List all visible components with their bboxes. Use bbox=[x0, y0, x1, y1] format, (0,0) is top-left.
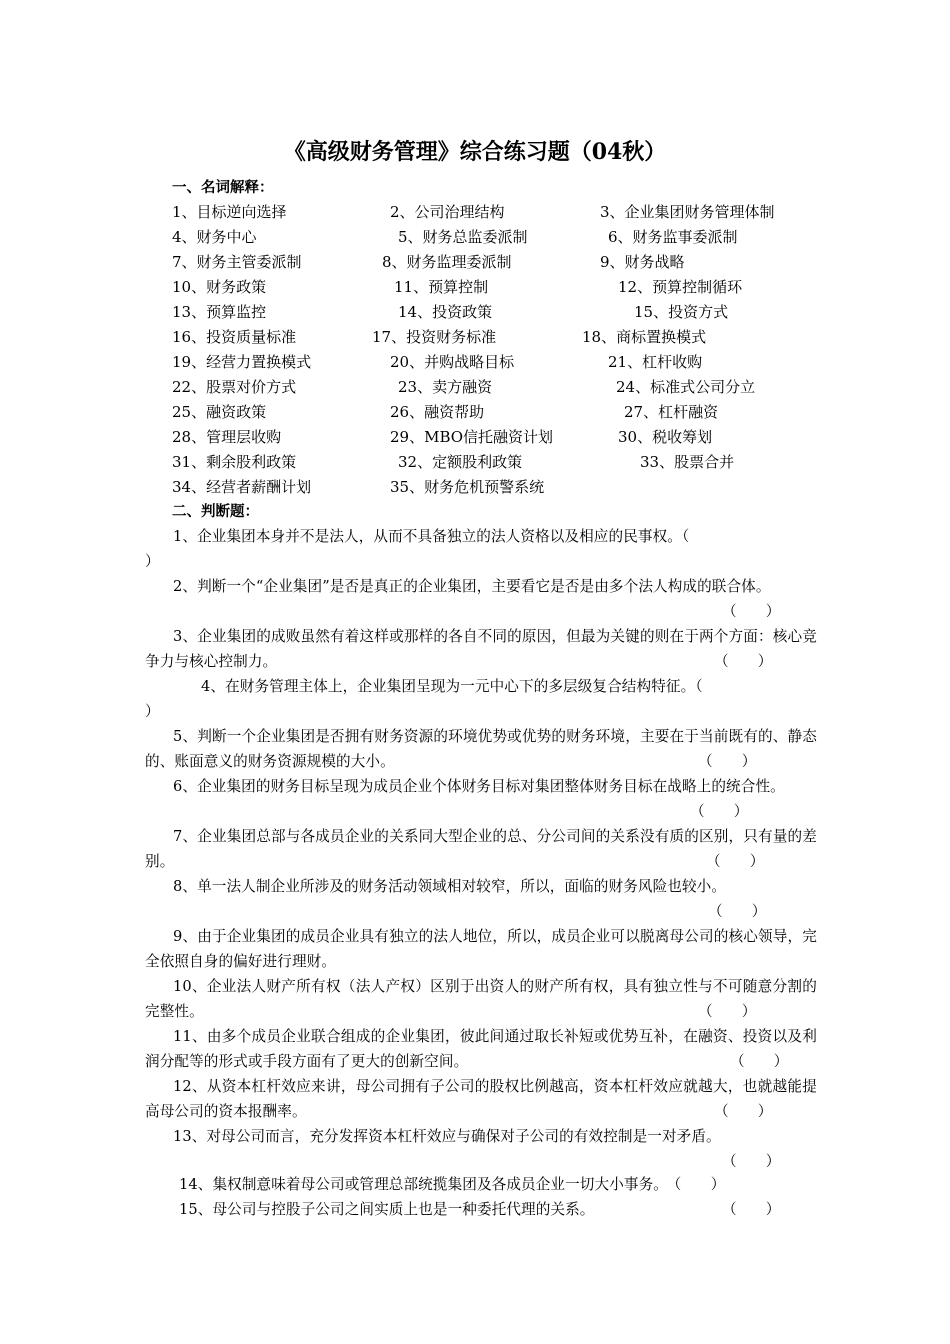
term-item: 7、财务主管委派制 bbox=[172, 253, 302, 271]
section-heading-judgment: 二、判断题： bbox=[172, 503, 259, 520]
answer-paren: （ ） bbox=[708, 903, 767, 920]
term-item: 30、税收筹划 bbox=[618, 428, 713, 446]
term-row bbox=[172, 250, 822, 275]
question-text: 7、企业集团总部与各成员企业的关系同大型企业的总、分公司间的关系没有质的区别，只有量的差别。 bbox=[145, 828, 817, 870]
term-item: 20、并购战略目标 bbox=[390, 353, 515, 371]
term-item: 8、财务监理委派制 bbox=[382, 253, 512, 271]
term-item: 21、杠杆收购 bbox=[608, 353, 703, 371]
term-item: 16、投资质量标准 bbox=[172, 328, 297, 346]
question-text: 10、企业法人财产所有权（法人产权）区别于出资人的财产所有权，具有独立性与不可随意分割的完整性。 bbox=[145, 978, 817, 1020]
question-text: 4、在财务管理主体上，企业集团呈现为一元中心下的多层级复合结构特征。（ bbox=[201, 678, 703, 695]
question-item bbox=[145, 1197, 817, 1222]
term-item: 22、股票对价方式 bbox=[172, 378, 297, 396]
question-text: 5、判断一个企业集团是否拥有财务资源的环境优势或优势的财务环境，主要在于当前既有的、静态的、账面意义的财务资源规模的大小。 bbox=[145, 728, 817, 770]
term-item: 11、预算控制 bbox=[394, 278, 489, 296]
question-item bbox=[145, 1172, 845, 1197]
term-item: 2、公司治理结构 bbox=[390, 203, 505, 221]
term-item: 15、投资方式 bbox=[634, 303, 729, 321]
document-title: 《高级财务管理》综合练习题（04秋） bbox=[283, 139, 667, 165]
term-item: 9、财务战略 bbox=[600, 253, 685, 271]
answer-paren: （ ） bbox=[690, 803, 749, 820]
question-item bbox=[145, 1124, 817, 1149]
answer-paren: （ ） bbox=[706, 853, 765, 870]
term-row bbox=[172, 350, 822, 375]
term-item: 34、经营者薪酬计划 bbox=[172, 478, 312, 496]
term-item: 33、股票合并 bbox=[640, 453, 735, 471]
question-text: 12、从资本杠杆效应来讲，母公司拥有子公司的股权比例越高，资本杠杆效应就越大，也就越能提高母公司的资本报酬率。 bbox=[145, 1078, 817, 1120]
question-text: 3、企业集团的成败虽然有着这样或那样的各自不同的原因，但最为关键的则在于两个方面：核心竞争力与核心控制力。 bbox=[145, 628, 817, 670]
term-row bbox=[172, 425, 822, 450]
term-item: 32、定额股利政策 bbox=[398, 453, 523, 471]
answer-paren: （ ） bbox=[722, 1201, 781, 1218]
term-item: 13、预算监控 bbox=[172, 303, 267, 321]
term-item: 29、MBO信托融资计划 bbox=[390, 428, 554, 446]
answer-paren: （ ） bbox=[673, 1176, 726, 1193]
term-item: 31、剩余股利政策 bbox=[172, 453, 297, 471]
question-item bbox=[145, 874, 817, 899]
question-text: 14、集权制意味着母公司或管理总部统揽集团及各成员企业一切大小事务。 bbox=[179, 1176, 668, 1193]
question-text: 9、由于企业集团的成员企业具有独立的法人地位，所以，成员企业可以脱离母公司的核心领导，完全依照自身的偏好进行理财。 bbox=[145, 928, 817, 970]
term-row bbox=[172, 200, 822, 225]
question-item bbox=[145, 674, 817, 724]
question-item bbox=[145, 524, 817, 574]
term-item: 12、预算控制循环 bbox=[618, 278, 743, 296]
term-item: 6、财务监事委派制 bbox=[608, 228, 738, 246]
answer-paren: ） bbox=[145, 703, 160, 720]
term-item: 23、卖方融资 bbox=[398, 378, 493, 396]
question-text: 1、企业集团本身并不是法人，从而不具备独立的法人资格以及相应的民事权。（ bbox=[173, 528, 690, 545]
question-item bbox=[145, 774, 817, 799]
answer-paren: （ ） bbox=[714, 1103, 773, 1120]
term-item: 5、财务总监委派制 bbox=[398, 228, 528, 246]
term-item: 17、投资财务标准 bbox=[372, 328, 497, 346]
term-row bbox=[172, 275, 822, 300]
term-row bbox=[172, 225, 822, 250]
term-row bbox=[172, 375, 822, 400]
term-item: 28、管理层收购 bbox=[172, 428, 282, 446]
question-text: 15、母公司与控股子公司之间实质上也是一种委托代理的关系。 bbox=[179, 1201, 595, 1218]
question-item bbox=[145, 1024, 817, 1074]
section-heading-terms: 一、名词解释： bbox=[172, 179, 274, 196]
answer-paren: ） bbox=[145, 553, 160, 570]
answer-paren: （ ） bbox=[698, 753, 757, 770]
term-row bbox=[172, 300, 822, 325]
term-row bbox=[172, 475, 822, 500]
question-item bbox=[145, 924, 817, 974]
term-item: 19、经营力置换模式 bbox=[172, 353, 312, 371]
term-item: 24、标准式公司分立 bbox=[616, 378, 756, 396]
term-item: 35、财务危机预警系统 bbox=[390, 478, 545, 496]
answer-paren: （ ） bbox=[722, 603, 781, 620]
term-item: 14、投资政策 bbox=[398, 303, 493, 321]
answer-paren: （ ） bbox=[698, 1003, 757, 1020]
question-text: 8、单一法人制企业所涉及的财务活动领域相对较窄，所以，面临的财务风险也较小。 bbox=[173, 878, 727, 895]
term-item: 18、商标置换模式 bbox=[582, 328, 707, 346]
answer-paren: （ ） bbox=[714, 653, 773, 670]
answer-paren: （ ） bbox=[722, 1153, 781, 1170]
term-row bbox=[172, 325, 822, 350]
question-text: 11、由多个成员企业联合组成的企业集团，彼此间通过取长补短或优势互补，在融资、投资以及利润分配等的形式或手段方面有了更大的创新空间。 bbox=[145, 1028, 817, 1070]
question-text: 13、对母公司而言，充分发挥资本杠杆效应与确保对子公司的有效控制是一对矛盾。 bbox=[173, 1128, 721, 1145]
term-item: 4、财务中心 bbox=[172, 228, 257, 246]
term-item: 27、杠杆融资 bbox=[624, 403, 719, 421]
term-item: 25、融资政策 bbox=[172, 403, 267, 421]
terms-list bbox=[172, 200, 822, 500]
term-item: 1、目标逆向选择 bbox=[172, 203, 287, 221]
term-row bbox=[172, 450, 822, 475]
term-row bbox=[172, 400, 822, 425]
answer-paren: （ ） bbox=[730, 1053, 789, 1070]
question-text: 2、判断一个“企业集团”是否是真正的企业集团，主要看它是否是由多个法人构成的联合体。 bbox=[173, 578, 771, 595]
term-item: 10、财务政策 bbox=[172, 278, 267, 296]
term-item: 3、企业集团财务管理体制 bbox=[600, 203, 775, 221]
term-item: 26、融资帮助 bbox=[390, 403, 485, 421]
question-text: 6、企业集团的财务目标呈现为成员企业个体财务目标对集团整体财务目标在战略上的统合性。 bbox=[173, 778, 785, 795]
question-item bbox=[145, 574, 817, 599]
